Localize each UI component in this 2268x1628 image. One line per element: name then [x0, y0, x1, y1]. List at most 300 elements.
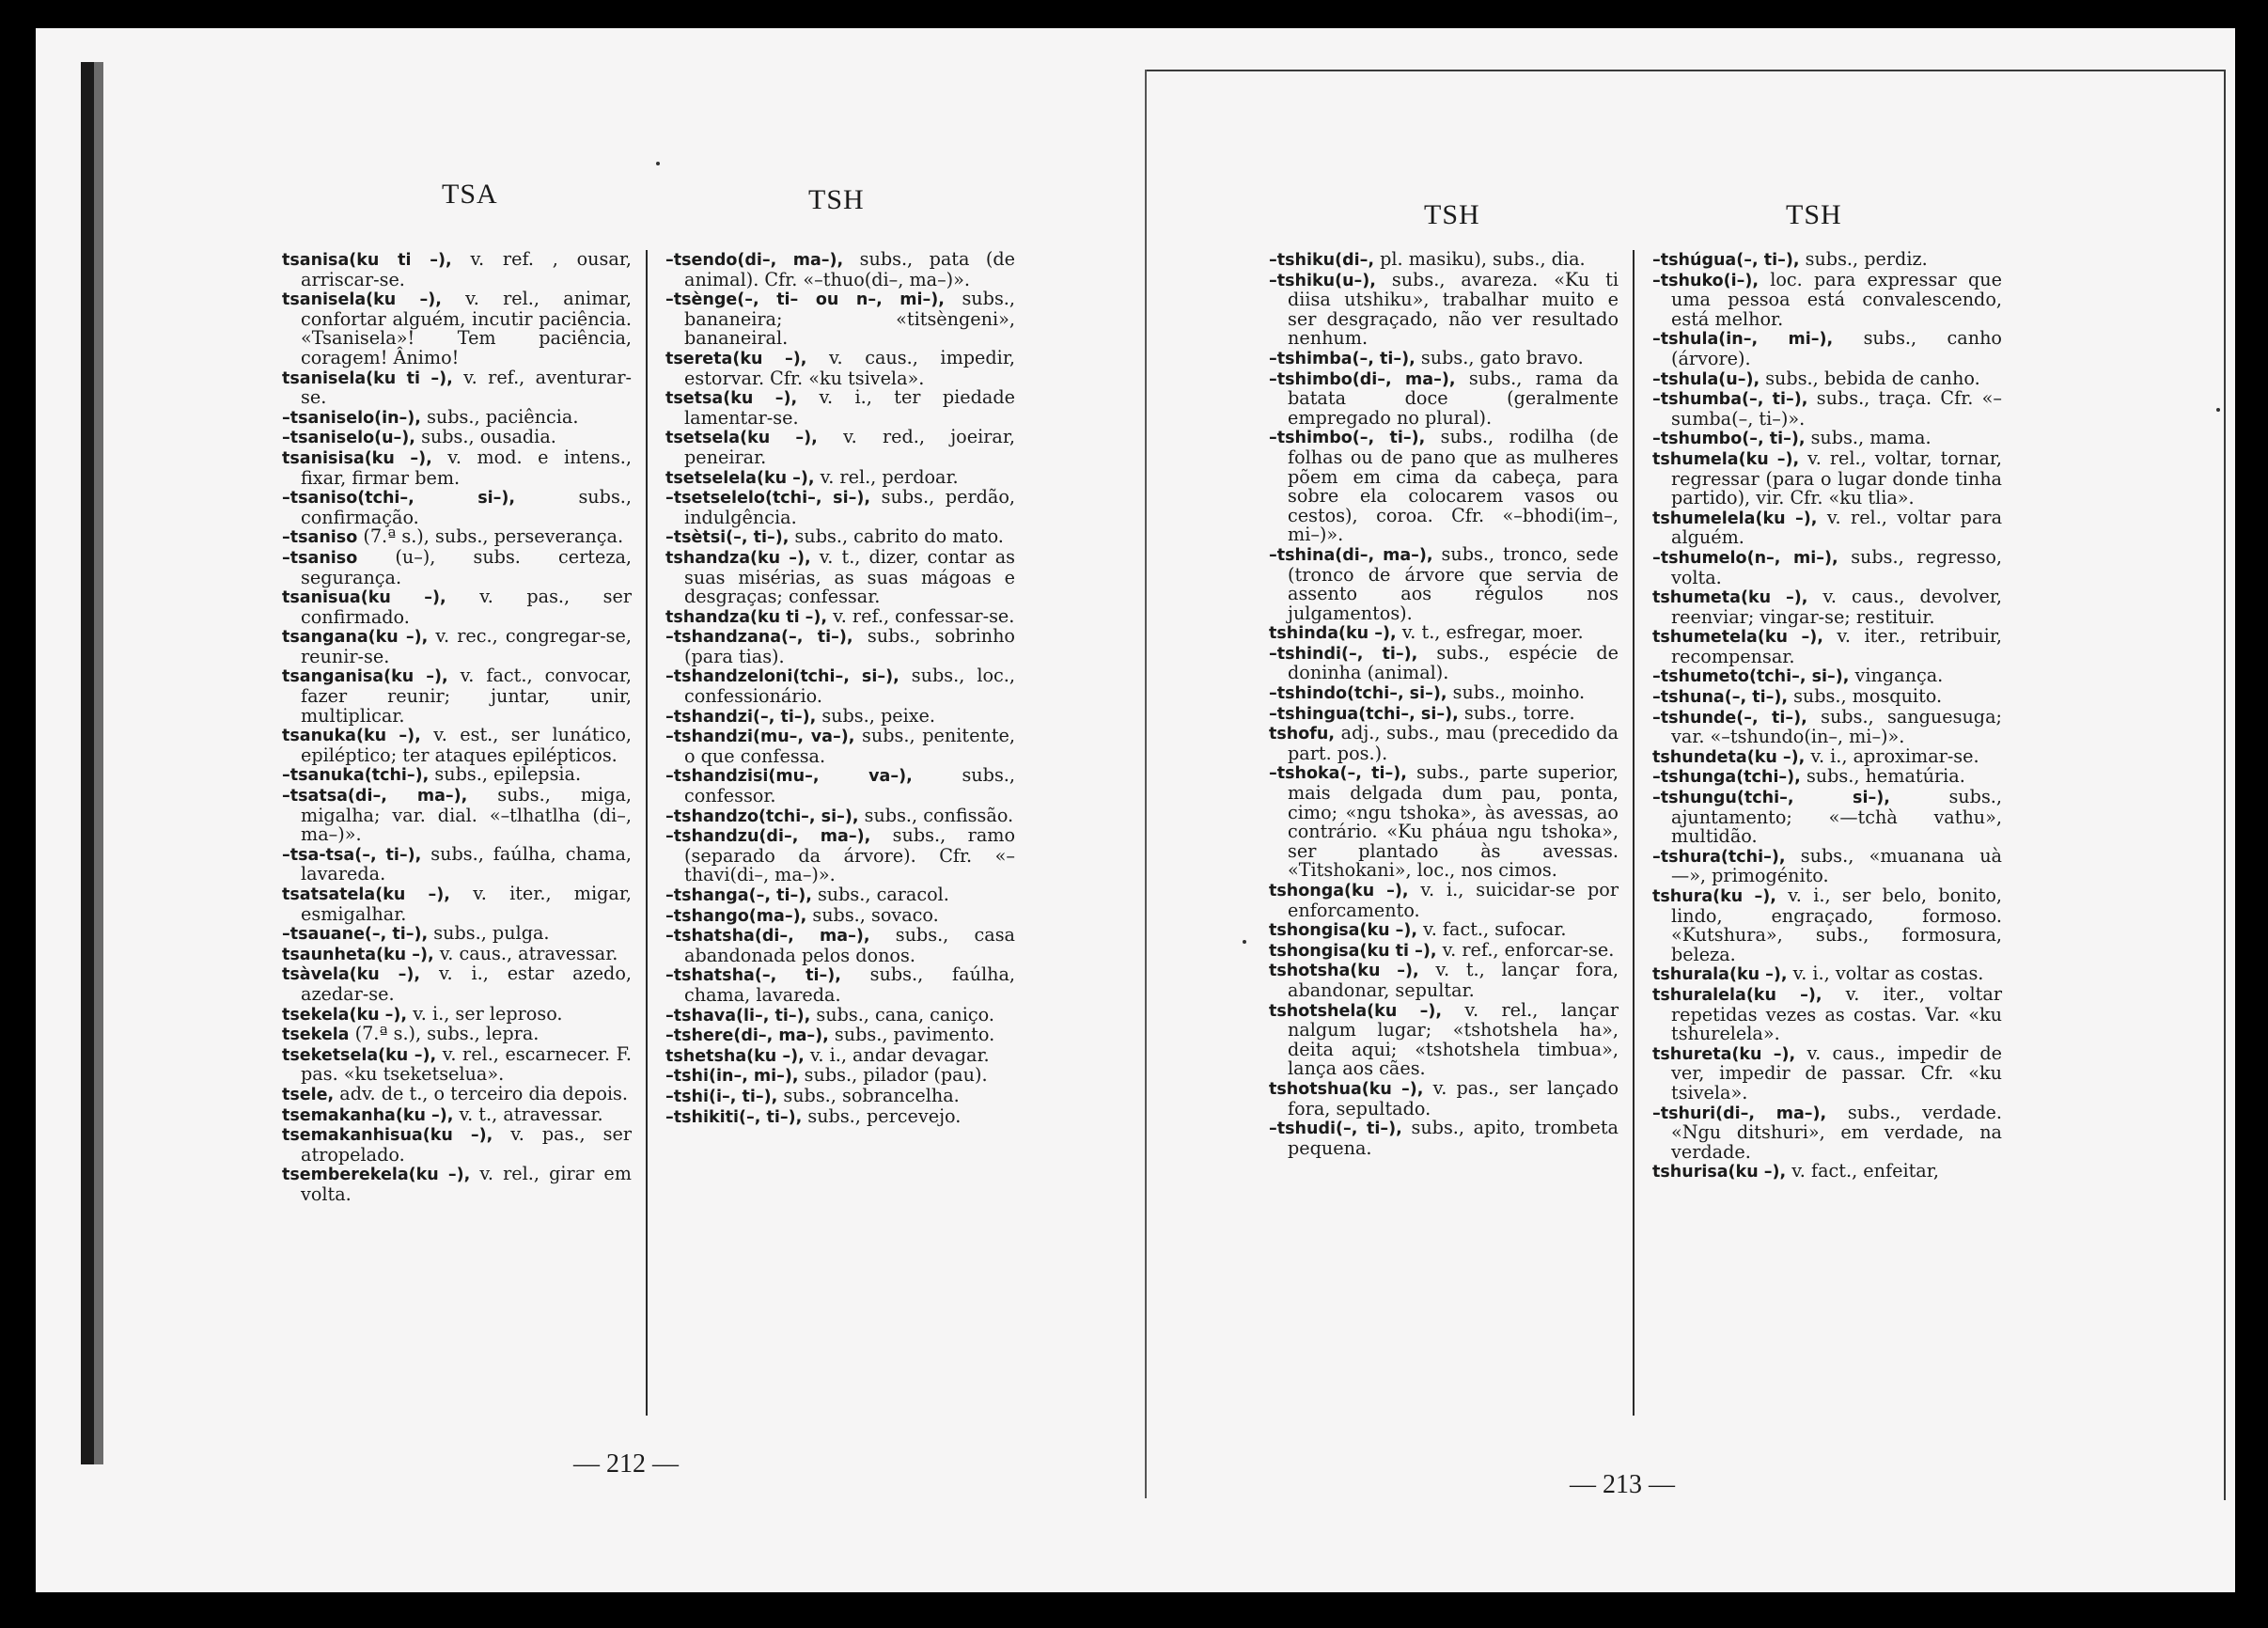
- definition: v. fact., convocar, fazer reunir; juntar, unir, multiplicar.: [301, 665, 632, 727]
- definition: v. ref., aventurar-se.: [301, 366, 632, 409]
- headword: –tshimba(–, ti–),: [1269, 349, 1416, 368]
- headword: tsanisua(ku –),: [282, 588, 446, 608]
- dictionary-entry: [282, 545, 632, 588]
- definition: subs., sobrancelha.: [777, 1084, 960, 1106]
- headword: –tshimbo(–, ti–),: [1269, 429, 1426, 448]
- headword: –tshungu(tchi–, si–),: [1652, 789, 1890, 808]
- definition: subs., sobrinho (para tias).: [684, 625, 1015, 667]
- definition: subs., verdade. «Ngu ditshuri», em verdade, na verdade.: [1671, 1101, 2002, 1163]
- dictionary-entry: [1652, 788, 2002, 847]
- dictionary-entry: [1652, 687, 2002, 708]
- headword: –tshuri(di–, ma–),: [1652, 1104, 1827, 1123]
- headword: tshetsha(ku –),: [665, 1046, 805, 1066]
- dictionary-entry: [1269, 683, 1619, 704]
- headword: tshumela(ku –),: [1652, 449, 1800, 469]
- headword: tshandza(ku –),: [665, 548, 811, 568]
- definition: v. pas., ser lançado fora, sepultado.: [1288, 1076, 1619, 1119]
- dictionary-entry: [282, 428, 632, 448]
- dictionary-entry: [665, 1066, 1015, 1087]
- definition: subs., sanguesuga; var. «–tshundo(in–, mi–)».: [1671, 705, 2002, 748]
- dictionary-entry: [282, 666, 632, 726]
- headword: tshinda(ku –),: [1269, 624, 1397, 644]
- headword: tsemakanha(ku –),: [282, 1105, 454, 1125]
- dictionary-entry: [1652, 268, 2002, 330]
- dictionary-entry: [665, 885, 1015, 906]
- dictionary-entry: [1269, 961, 1619, 1000]
- headword: tsanuka(ku –),: [282, 727, 421, 746]
- definition: v. t., esfregar, moer.: [1396, 621, 1584, 644]
- dictionary-entry: [1269, 623, 1619, 644]
- dictionary-entry: [282, 368, 632, 408]
- definition: v. i., andar devagar.: [804, 1043, 990, 1066]
- dictionary-entry: [282, 405, 632, 429]
- definition: v. t., lançar fora, abandonar, sepultar.: [1288, 959, 1619, 1001]
- dictionary-entry: [1652, 1101, 2002, 1163]
- definition: (7.ª s.), subs., lepra.: [349, 1023, 540, 1045]
- dictionary-entry: [665, 666, 1015, 706]
- definition: (u–), subs. certeza, segurança.: [301, 545, 632, 588]
- definition: subs., faúlha, chama, lavareda.: [301, 842, 632, 885]
- dictionary-entry: [282, 527, 632, 548]
- definition: subs., confirmação.: [301, 486, 632, 528]
- dictionary-entry: [1652, 446, 2002, 509]
- headword: –tshere(di–, ma–),: [665, 1026, 829, 1046]
- definition: subs., cana, caniço.: [810, 1003, 994, 1025]
- definition: subs., mama.: [1805, 427, 1932, 449]
- dictionary-entry: [665, 527, 1015, 548]
- dictionary-entry: [1269, 1076, 1619, 1119]
- definition: v. red., joeirar, peneirar.: [684, 426, 1015, 468]
- dictionary-entry: [665, 346, 1015, 389]
- dictionary-entry: [282, 786, 632, 845]
- page-header-right: TSH: [808, 184, 865, 215]
- headword: –tsanuka(tchi–),: [282, 766, 430, 786]
- definition: subs., pavimento.: [828, 1024, 995, 1046]
- dictionary-entry: [282, 448, 632, 488]
- headword: –tshuko(i–),: [1652, 271, 1760, 290]
- headword: –tshula(in–, mi–),: [1652, 330, 1834, 350]
- definition: v. rel., animar, confortar alguém, incutir paciência. «Tsanisela»! Tem paciência, coragem! Ânimo!: [301, 288, 632, 368]
- headword: –tsetselelo(tchi–, si–),: [665, 489, 870, 509]
- definition: subs., ousadia.: [414, 426, 556, 448]
- dictionary-entry: [665, 727, 1015, 766]
- headword: tshundeta(ku –),: [1652, 747, 1806, 767]
- definition: subs., caracol.: [811, 884, 949, 905]
- dictionary-entry: [665, 250, 1015, 290]
- definition: adv. de t., o terceiro dia depois.: [334, 1082, 628, 1104]
- headword: tsetsela(ku –),: [665, 429, 818, 448]
- dictionary-entry: [665, 965, 1015, 1005]
- definition: subs., rodilha (de folhas ou de pano que as mulheres põem em cima da cabeça, para sobre ela colocarem vasos ou cestos), coroa. Cfr. «–bhodi(im–, mi–)».: [1288, 426, 1619, 546]
- definition: (7.ª s.), subs., perseverança.: [357, 525, 624, 548]
- dictionary-entry: [1652, 1041, 2002, 1104]
- definition: v. t., dizer, contar as suas misérias, as suas mágoas e desgraças; confessar.: [684, 545, 1015, 608]
- dictionary-entry: [282, 627, 632, 666]
- dictionary-entry: [665, 290, 1015, 349]
- definition: v. rel., perdoar.: [814, 465, 959, 488]
- headword: –tshumbo(–, ti–),: [1652, 430, 1806, 449]
- dictionary-entry: [665, 806, 1015, 827]
- headword: –tshudi(–, ti–),: [1269, 1119, 1402, 1139]
- dictionary-entry: [1652, 329, 2002, 368]
- headword: –tshumeto(tchi–, si–),: [1652, 667, 1850, 687]
- headword: –tsaniselo(u–),: [282, 429, 415, 448]
- definition: v. caus., impedir de ver, impedir de passar. Cfr. «ku tsivela».: [1671, 1041, 2002, 1104]
- headword: tsaunheta(ku –),: [282, 945, 434, 964]
- dictionary-entry: [282, 942, 632, 965]
- definition: subs., ramo (separado da árvore). Cfr. «–thavi(di–, ma–)».: [684, 824, 1015, 886]
- headword: tsàvela(ku –),: [282, 965, 421, 985]
- definition: v. ref. , ousar, arriscar-se.: [301, 248, 632, 290]
- headword: –tshumelo(n–, mi–),: [1652, 548, 1838, 568]
- dictionary-entry: [665, 1003, 1015, 1026]
- headword: tshotshua(ku –),: [1269, 1079, 1424, 1099]
- dictionary-entry: [282, 884, 632, 924]
- definition: v. rel., voltar para alguém.: [1671, 506, 2003, 549]
- headword: –tshandzi(mu–, va–),: [665, 728, 855, 747]
- dictionary-entry: [665, 627, 1015, 666]
- page-header-left: TSA: [442, 179, 498, 210]
- dictionary-entry: [1269, 641, 1619, 684]
- dictionary-entry: [1652, 627, 2002, 666]
- headword: tsemberekela(ku –),: [282, 1166, 471, 1185]
- definition: v. iter., retribuir, recompensar.: [1671, 625, 2002, 667]
- dictionary-entry: [1269, 268, 1619, 350]
- dictionary-entry: [282, 587, 632, 627]
- definition: subs., parte superior, mais delgada dum pau, ponta, cimo; «ngu tshoka», às avessas, ao contrário. «Ku pháua ngu tshoka», ser plantado às avessas. «Titshokani», loc., nos cimos.: [1288, 761, 1619, 882]
- headword: tsatsatela(ku –),: [282, 885, 450, 904]
- dictionary-entry: [1652, 506, 2003, 549]
- headword: –tsauane(–, ti–),: [282, 925, 429, 945]
- dictionary-entry: [282, 1105, 632, 1126]
- definition: v. i., ser leproso.: [407, 1002, 563, 1025]
- definition: v. ref., enforcar-se.: [1436, 938, 1615, 961]
- headword: tshongisa(ku –),: [1269, 921, 1418, 941]
- headword: tshumetela(ku –),: [1652, 628, 1823, 648]
- dictionary-entry: [1269, 724, 1619, 763]
- headword: tsekela(ku –),: [282, 1005, 408, 1025]
- headword: tsanisisa(ku –),: [282, 448, 432, 468]
- headword: –tshindo(tchi–, si–),: [1269, 684, 1447, 704]
- headword: –tshandzana(–, ti–),: [665, 628, 853, 648]
- headword: –tshandzi(–, ti–),: [665, 707, 817, 727]
- definition: subs., faúlha, chama, lavareda.: [684, 963, 1015, 1006]
- dictionary-entry: [282, 1082, 632, 1105]
- definition: subs., mosquito.: [1787, 685, 1943, 708]
- definition: subs., apito, trombeta pequena.: [1288, 1117, 1619, 1159]
- definition: subs., «muanana uà—», primogénito.: [1671, 844, 2002, 887]
- definition: subs., confessor.: [684, 764, 1015, 807]
- definition: v. i., aproximar-se.: [1805, 744, 1979, 767]
- headword: –tsaniso: [282, 548, 358, 568]
- dictionary-entry: [665, 488, 1015, 527]
- definition: subs., torre.: [1458, 701, 1575, 724]
- definition: subs., paciência.: [420, 405, 579, 428]
- dictionary-entry: [1269, 369, 1619, 429]
- dictionary-entry: [1269, 428, 1619, 545]
- headword: –tshatsha(di–, ma–),: [665, 927, 870, 947]
- dictionary-entry: [1269, 346, 1619, 369]
- headword: –tshuna(–, ti–),: [1652, 688, 1788, 708]
- dictionary-entry: [1652, 886, 2002, 964]
- definition: v. i., estar azedo, azedar-se.: [301, 963, 632, 1005]
- headword: tsanisela(ku –),: [282, 290, 442, 310]
- headword: tshurisa(ku –),: [1652, 1163, 1787, 1182]
- dictionary-entry: [665, 465, 1015, 489]
- headword: tshureta(ku –),: [1652, 1044, 1796, 1064]
- dictionary-entry: [1652, 767, 2002, 788]
- headword: –tsa-tsa(–, ti–),: [282, 845, 422, 865]
- definition: subs., tronco, sede (tronco de árvore que servia de assento aos régulos nos julgamentos).: [1288, 542, 1619, 624]
- dictionary-entry: [665, 826, 1015, 885]
- page-header-left: TSH: [1424, 199, 1480, 230]
- definition: v. rel., escarnecer. F. pas. «ku tseketselua».: [301, 1042, 632, 1086]
- dictionary-entry: [282, 964, 632, 1004]
- definition: vingança.: [1849, 665, 1944, 687]
- headword: tshuralela(ku –),: [1652, 985, 1822, 1005]
- definition: subs., gato bravo.: [1415, 346, 1584, 368]
- dictionary-entry: [1652, 250, 2002, 271]
- page-number: — 213 —: [1570, 1470, 1675, 1499]
- headword: tshotshela(ku –),: [1269, 1001, 1443, 1021]
- definition: subs., avareza. «Ku ti diisa utshiku», trabalhar muito e ser desgraçado, não ver resultado nenhum.: [1288, 268, 1619, 350]
- definition: v. caus., impedir, estorvar. Cfr. «ku tsivela».: [684, 346, 1015, 389]
- definition: subs., regresso, volta.: [1671, 545, 2002, 588]
- dictionary-entry: [1269, 1119, 1619, 1158]
- definition: subs., ajuntamento; «—tchà vathu», multidão.: [1671, 786, 2002, 848]
- dictionary-entry: [665, 388, 1015, 428]
- dictionary-entry: [665, 604, 1015, 628]
- column-rule: [646, 250, 648, 1416]
- column-2: [1652, 250, 2002, 1182]
- definition: v. rel., lançar nalgum lugar; «tshotshela ha», deita aqui; «tshotshela timbua», lança aos cães.: [1288, 998, 1619, 1080]
- headword: tshofu,: [1269, 725, 1335, 744]
- dictionary-entry: [282, 1042, 632, 1086]
- headword: –tsaniso: [282, 528, 358, 548]
- headword: tshumelela(ku –),: [1652, 509, 1818, 528]
- definition: subs., espécie de doninha (animal).: [1288, 641, 1619, 684]
- definition: subs., pata (de animal). Cfr. «–thuo(di–, ma–)».: [684, 248, 1015, 290]
- dictionary-entry: [282, 1165, 632, 1204]
- dictionary-entry: [1652, 389, 2002, 429]
- headword: –tshura(tchi–),: [1652, 847, 1786, 867]
- definition: v. caus., atravessar.: [433, 942, 618, 964]
- headword: –tshandzisi(mu–, va–),: [665, 767, 913, 787]
- definition: loc. para expressar que uma pessoa está convalescendo, está melhor.: [1671, 268, 2002, 330]
- headword: tsekela: [282, 1025, 350, 1045]
- dictionary-entry: [1269, 938, 1619, 962]
- definition: v. fact., enfeitar,: [1786, 1160, 1939, 1182]
- headword: tshongisa(ku ti –),: [1269, 941, 1437, 961]
- headword: tshura(ku –),: [1652, 887, 1776, 906]
- headword: –tshimbo(di–, ma–),: [1269, 369, 1456, 389]
- headword: –tshikiti(–, ti–),: [665, 1107, 803, 1127]
- definition: v. fact., sufocar.: [1417, 918, 1567, 941]
- headword: –tshumba(–, ti–),: [1652, 390, 1808, 410]
- column-2: [665, 250, 1015, 1127]
- headword: –tshúgua(–, ti–),: [1652, 251, 1800, 270]
- definition: subs., canho (árvore).: [1671, 327, 2002, 369]
- dictionary-entry: [282, 842, 632, 885]
- dictionary-entry: [1269, 998, 1619, 1080]
- headword: –tshandzo(tchi–, si–),: [665, 806, 859, 826]
- speck: [656, 162, 660, 165]
- dictionary-entry: [1652, 705, 2002, 748]
- book-spine-edge: [94, 62, 103, 1464]
- definition: subs., moinho.: [1447, 681, 1586, 704]
- dictionary-entry: [1652, 429, 2002, 449]
- speck: [2216, 408, 2220, 412]
- definition: v. mod. e intens., fixar, firmar bem.: [301, 446, 632, 489]
- dictionary-entry: [282, 290, 632, 368]
- definition: v. i., suicidar-se por enforcamento.: [1288, 879, 1619, 921]
- dictionary-entry: [282, 250, 632, 290]
- definition: v. iter., migar, esmigalhar.: [301, 883, 632, 925]
- page-number: — 212 —: [573, 1449, 679, 1479]
- headword: tseketsela(ku –),: [282, 1045, 437, 1065]
- dictionary-entry: [1269, 920, 1619, 941]
- headword: tshonga(ku –),: [1269, 882, 1409, 900]
- headword: tsele,: [282, 1085, 335, 1104]
- headword: –tshanga(–, ti–),: [665, 886, 812, 905]
- definition: subs., casa abandonada pelos donos.: [684, 924, 1015, 966]
- dictionary-entry: [282, 1025, 632, 1045]
- definition: v. rel., voltar, tornar, regressar (para o lugar donde tinha partido), vir. Cfr. «ku tlia».: [1671, 446, 2002, 509]
- definition: subs., bebida de canho.: [1760, 367, 1980, 389]
- definition: subs., perdão, indulgência.: [684, 486, 1015, 528]
- headword: –tsètsi(–, ti–),: [665, 528, 790, 548]
- headword: –tshindi(–, ti–),: [1269, 644, 1418, 664]
- book-spine-shadow: [81, 62, 94, 1464]
- headword: –tshula(u–),: [1652, 369, 1760, 389]
- dictionary-entry: [665, 926, 1015, 965]
- dictionary-entry: [1269, 250, 1619, 271]
- definition: v. i., voltar as costas.: [1787, 963, 1984, 985]
- dictionary-entry: [1269, 542, 1619, 624]
- definition: subs., peixe.: [816, 704, 935, 727]
- headword: –tsaniso(tchi–, si–),: [282, 489, 516, 509]
- definition: subs., miga, migalha; var. dial. «–tlhatlha (di–, ma–)».: [301, 784, 632, 846]
- definition: subs., loc., confessionário.: [684, 665, 1015, 708]
- definition: subs., percevejo.: [802, 1104, 962, 1127]
- definition: v. i., ser belo, bonito, lindo, engraçado, formoso. «Kutshura», subs., formosura, beleza.: [1671, 884, 2002, 965]
- definition: v. pas., ser atropelado.: [301, 1123, 632, 1166]
- headword: tsanganisa(ku –),: [282, 667, 448, 687]
- dictionary-entry: [282, 924, 632, 945]
- definition: v. t., atravessar.: [453, 1103, 603, 1125]
- headword: tshurala(ku –),: [1652, 965, 1788, 985]
- speck: [1243, 940, 1246, 944]
- definition: v. rel., girar em volta.: [301, 1163, 632, 1205]
- page-header-right: TSH: [1786, 199, 1842, 230]
- dictionary-entry: [1652, 587, 2002, 627]
- headword: –tshunde(–, ti–),: [1652, 708, 1807, 728]
- headword: –tshi(i–, ti–),: [665, 1087, 778, 1106]
- column-rule: [1633, 250, 1635, 1416]
- definition: subs., cabrito do mato.: [789, 525, 1004, 548]
- definition: v. est., ser lunático, epiléptico; ter ataques epilépticos.: [301, 724, 633, 766]
- headword: –tsènge(–, ti– ou n–, mi–),: [665, 290, 945, 310]
- definition: pl. masiku), subs., dia.: [1374, 248, 1586, 270]
- headword: –tshava(li–, ti–),: [665, 1006, 811, 1025]
- definition: v. caus., devolver, reenviar; vingar-se; restituir.: [1671, 586, 2002, 628]
- definition: v. ref., confessar-se.: [827, 604, 1015, 627]
- headword: tshandza(ku ti –),: [665, 607, 828, 627]
- headword: –tshiku(di–,: [1269, 251, 1375, 270]
- dictionary-entry: [282, 488, 632, 527]
- headword: tsanisela(ku ti –),: [282, 368, 453, 388]
- definition: subs., pilador (pau).: [798, 1064, 988, 1087]
- dictionary-entry: [1652, 666, 2002, 687]
- headword: –tshunga(tchi–),: [1652, 768, 1801, 788]
- headword: –tshoka(–, ti–),: [1269, 764, 1407, 784]
- definition: subs., confissão.: [858, 804, 1014, 826]
- headword: –tsaniselo(in–),: [282, 408, 421, 428]
- definition: v. rec., congregar-se, reunir-se.: [301, 625, 632, 667]
- dictionary-entry: [1652, 545, 2002, 588]
- dictionary-entry: [665, 1084, 1015, 1107]
- dictionary-entry: [1269, 701, 1619, 725]
- definition: subs., pulga.: [428, 922, 550, 945]
- definition: subs., traça. Cfr. «–sumba(–, ti–)».: [1671, 387, 2002, 430]
- dictionary-entry: [665, 545, 1015, 608]
- headword: tsanisa(ku ti –),: [282, 251, 452, 270]
- headword: tsangana(ku –),: [282, 628, 429, 648]
- headword: –tshango(ma–),: [665, 906, 807, 926]
- headword: –tshatsha(–, ti–),: [665, 966, 841, 986]
- dictionary-entry: [282, 1125, 632, 1165]
- headword: tsemakanhisua(ku –),: [282, 1126, 493, 1146]
- dictionary-entry: [665, 1104, 1015, 1128]
- dictionary-entry: [282, 765, 632, 786]
- headword: tsetsa(ku –),: [665, 389, 798, 409]
- dictionary-entry: [1269, 881, 1619, 920]
- definition: subs., hematúria.: [1800, 765, 1965, 788]
- definition: v. pas., ser confirmado.: [301, 586, 632, 628]
- dictionary-entry: [665, 704, 1015, 728]
- headword: –tshina(di–, ma–),: [1269, 545, 1433, 565]
- dictionary-entry: [1652, 369, 2002, 390]
- headword: –tshi(in–, mi–),: [665, 1067, 799, 1087]
- dictionary-entry: [665, 1043, 1015, 1067]
- dictionary-entry: [665, 903, 1015, 927]
- headword: –tshandzu(di–, ma–),: [665, 827, 871, 847]
- dictionary-entry: [1652, 1162, 2002, 1182]
- headword: –tshingua(tchi–, si–),: [1269, 704, 1459, 724]
- dictionary-entry: [1652, 982, 2002, 1045]
- dictionary-entry: [665, 1025, 1015, 1046]
- dictionary-entry: [282, 726, 632, 765]
- headword: –tshandzeloni(tchi–, si–),: [665, 667, 899, 687]
- dictionary-entry: [1269, 763, 1619, 881]
- dictionary-entry: [1652, 744, 2002, 768]
- headword: –tsatsa(di–, ma–),: [282, 787, 468, 806]
- headword: tsereta(ku –),: [665, 349, 807, 368]
- column-1: [282, 250, 632, 1205]
- dictionary-entry: [665, 428, 1015, 467]
- dictionary-entry: [665, 766, 1015, 806]
- dictionary-entry: [1652, 964, 2002, 985]
- definition: subs., rama da batata doce (geralmente empregado no plural).: [1288, 367, 1619, 429]
- definition: subs., sovaco.: [806, 903, 939, 926]
- dictionary-entry: [282, 1002, 632, 1025]
- definition: adj., subs., mau (precedido da part. pos.).: [1288, 722, 1619, 764]
- definition: v. iter., voltar repetidas vezes as costas. Var. «ku tshurelela».: [1671, 982, 2002, 1045]
- definition: subs., penitente, o que confessa.: [684, 725, 1015, 767]
- headword: –tshiku(u–),: [1269, 271, 1376, 290]
- definition: v. i., ter piedade lamentar-se.: [684, 386, 1015, 429]
- dictionary-entry: [1652, 844, 2002, 887]
